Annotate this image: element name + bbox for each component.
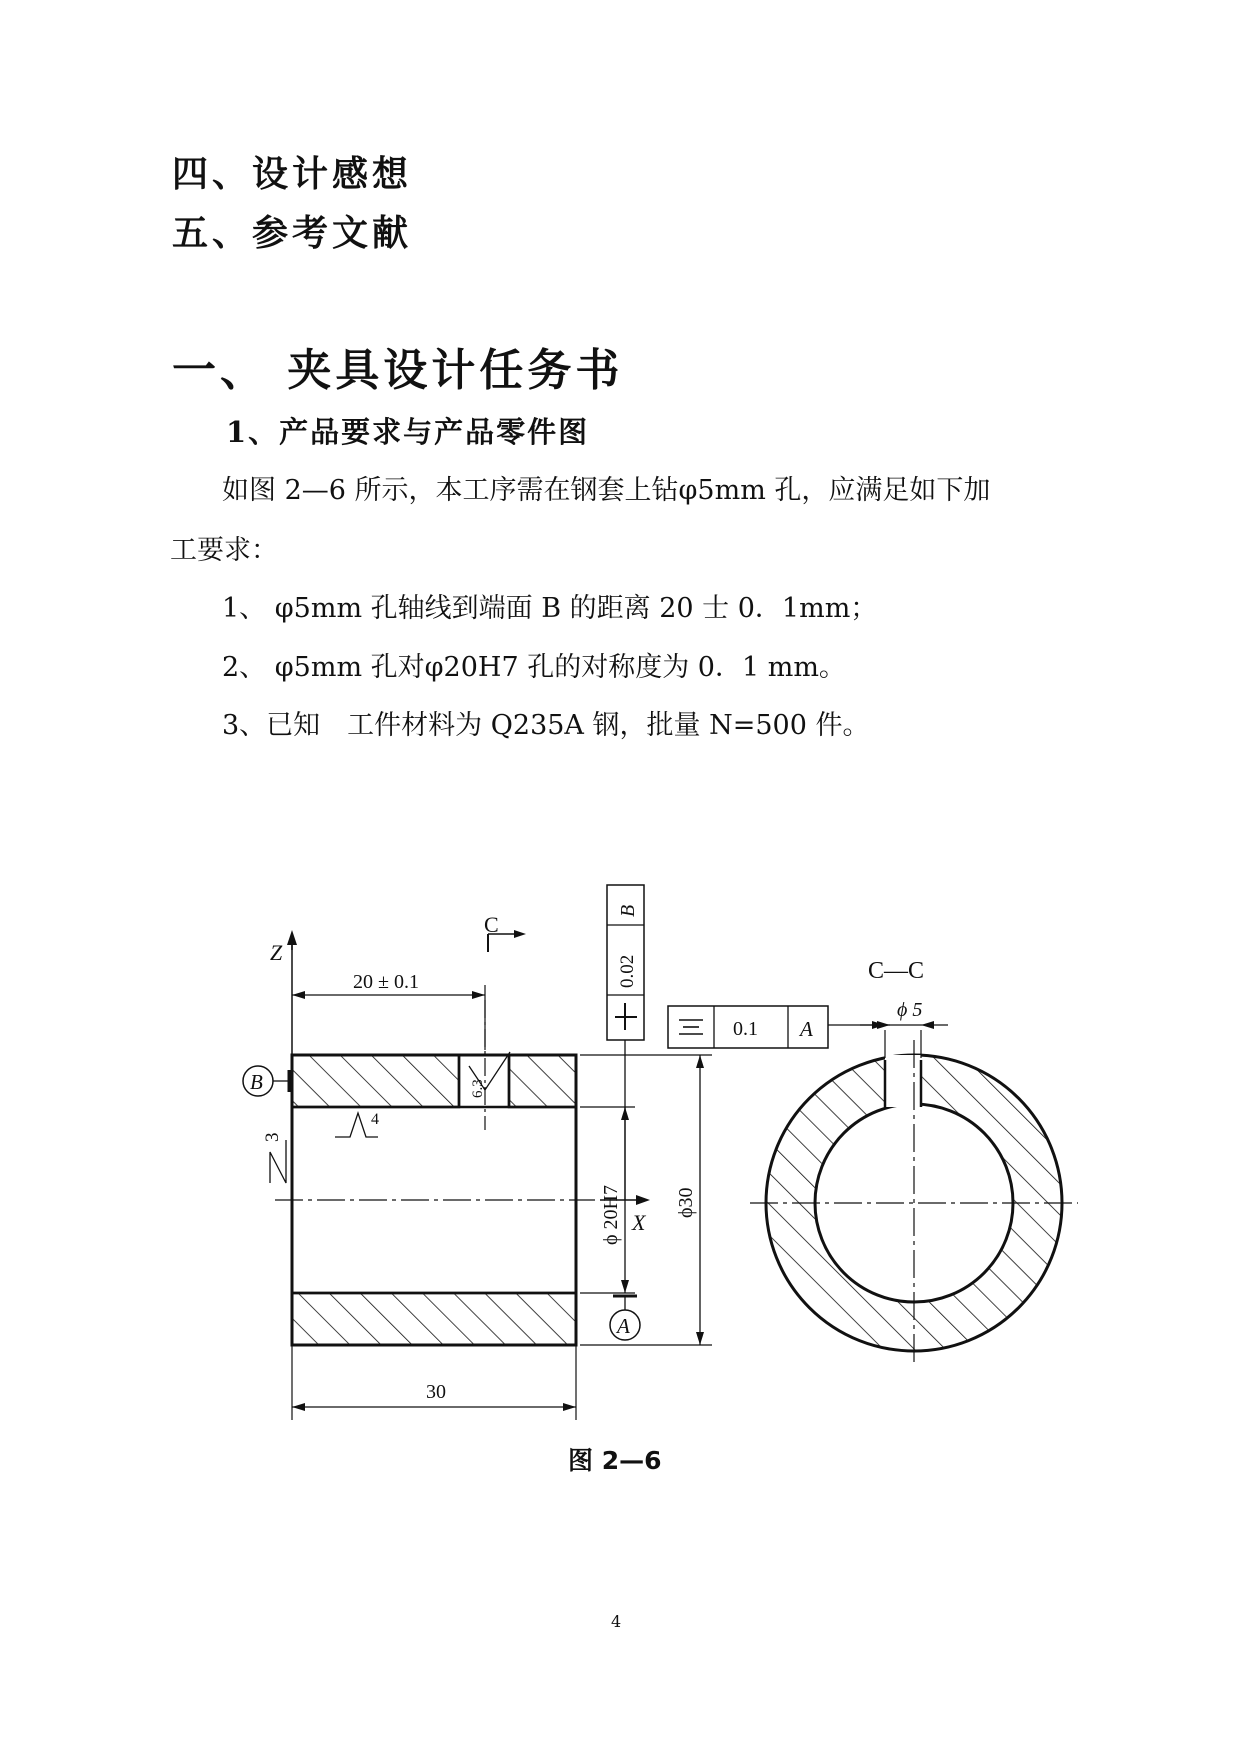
section-mark-label: C: [484, 912, 499, 937]
subsection-title: 1、产品要求与产品零件图: [226, 415, 590, 449]
sym-tolerance-label: 0.1: [733, 1018, 758, 1040]
perp-datum-label: B: [617, 904, 639, 917]
toc-item-4: 四、设计感想: [172, 153, 413, 195]
roughness-6-3-label: 6.3: [470, 1079, 486, 1098]
sym-datum-label: A: [800, 1017, 813, 1041]
z-axis-label: Z: [270, 940, 283, 965]
dim-20-label: 20 ± 0.1: [353, 971, 419, 993]
intro-line-1: 如图 2—6 所示，本工序需在钢套上钻φ5mm 孔，应满足如下加: [222, 475, 991, 506]
toc-item-5: 五、参考文献: [172, 212, 413, 254]
section-title: 一、 夹具设计任务书: [172, 345, 624, 396]
intro-line-2: 工要求：: [170, 535, 278, 566]
dim-phi5-label: ϕ 5: [897, 999, 923, 1021]
section-view-title: C—C: [868, 958, 925, 984]
dim-30-label: 30: [426, 1381, 446, 1403]
dimension-20: [292, 985, 485, 1050]
dim-phi30-label: ϕ30: [675, 1187, 697, 1218]
datum-a-label: A: [617, 1314, 630, 1338]
roughness-3-label: 3: [262, 1132, 283, 1142]
requirement-1: 1、 φ5mm 孔轴线到端面 B 的距离 20 士 0．1mm；: [222, 593, 878, 624]
front-section-view: [275, 930, 650, 1345]
requirement-2: 2、 φ5mm 孔对φ20H7 孔的对称度为 0．1 mm。: [222, 652, 846, 683]
roughness-4-label: 4: [371, 1111, 379, 1128]
symmetry-frame: [668, 1006, 890, 1048]
perpendicularity-frame: [607, 885, 644, 1200]
page-number: 4: [611, 1612, 622, 1631]
figure-caption: 图 2—6: [568, 1446, 662, 1475]
circular-section-view: [750, 1021, 1078, 1365]
x-axis-label: X: [632, 1210, 646, 1235]
datum-b-label: B: [250, 1070, 263, 1094]
dim-phi20-label: ϕ 20H7: [600, 1185, 622, 1245]
requirement-3: 3、已知 工件材料为 Q235A 钢，批量 N=500 件。: [222, 710, 870, 741]
perp-tolerance-label: 0.02: [617, 954, 638, 988]
